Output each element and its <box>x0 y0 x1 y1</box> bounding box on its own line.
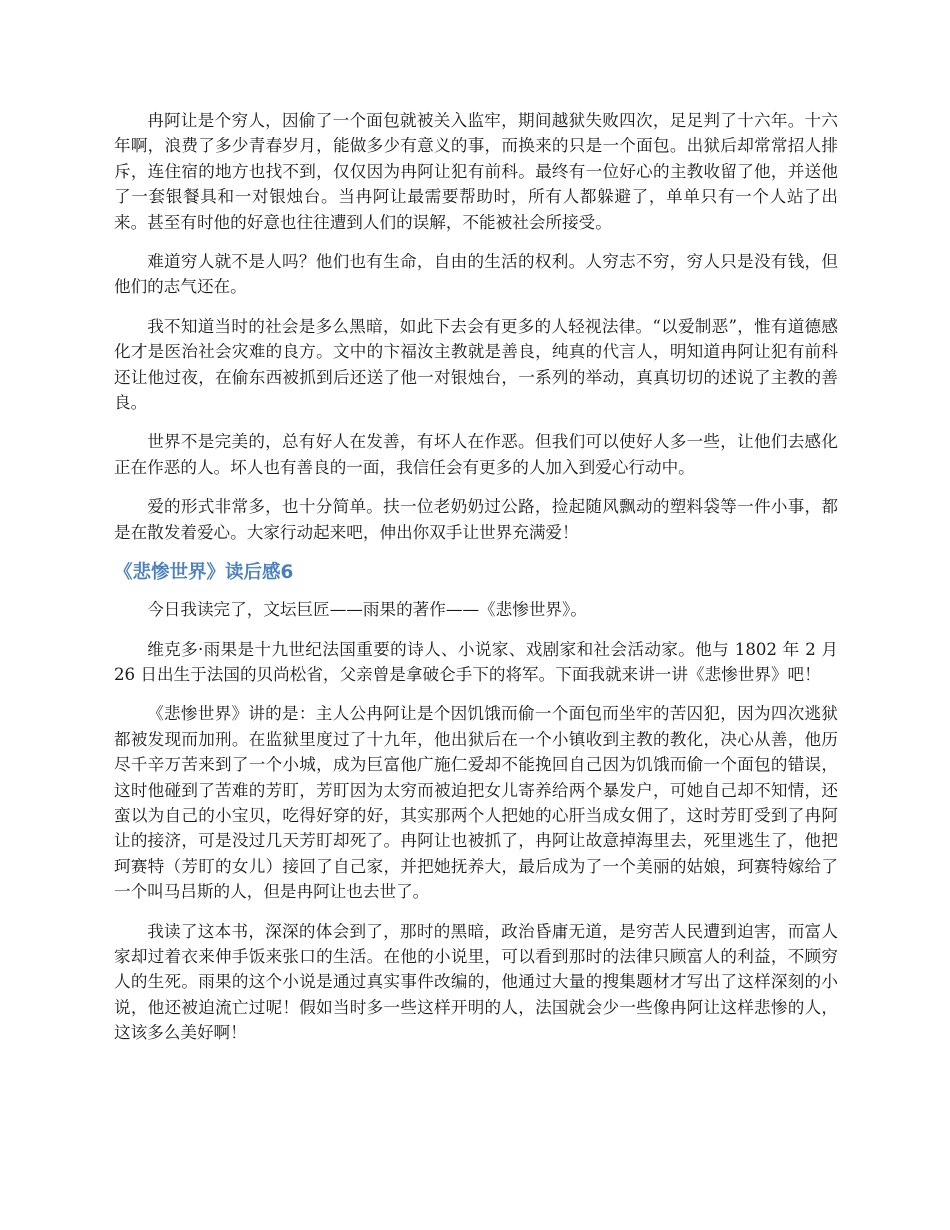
section-heading: 《悲惨世界》读后感6 <box>114 562 294 584</box>
paragraph: 我不知道当时的社会是多么黑暗，如此下去会有更多的人轻视法律。“以爱制恶”，惟有道德感化才是医治社会灾难的良方。文中的卞福汝主教就是善良，纯真的代言人，明知道冉阿让犯有前科还让他过夜，在偷东西被抓到后还送了他一对银烛台，一系列的举动，真真切切的述说了主教的善良。 <box>114 316 838 413</box>
paragraph: 世界不是完美的，总有好人在发善，有坏人在作恶。但我们可以使好人多一些，让他们去感化正在作恶的人。坏人也有善良的一面，我信任会有更多的人加入到爱心行动中。 <box>114 432 838 477</box>
paragraph: 我读了这本书，深深的体会到了，那时的黑暗，政治昏庸无道，是穷苦人民遭到迫害，而富人家却过着衣来伸手饭来张口的生活。在他的小说里，可以看到那时的法律只顾富人的利益，不顾穷人的生死。雨果的这个小说是通过真实事件改编的，他通过大量的搜集题材才写出了这样深刻的小说，他还被迫流亡过呢！假如当时多一些这样开明的人，法国就会少一些像冉阿让这样悲惨的人，这该多么美好啊！ <box>114 921 838 1043</box>
paragraph: 今日我读完了，文坛巨匠——雨果的著作——《悲惨世界》。 <box>147 600 587 620</box>
essay-section-1 <box>114 108 838 545</box>
essay-section-2 <box>114 559 838 1046</box>
paragraph: 难道穷人就不是人吗？他们也有生命，自由的生活的权利。人穷志不穷，穷人只是没有钱，但他们的志气还在。 <box>114 252 838 297</box>
paragraph: 冉阿让是个穷人，因偷了一个面包就被关入监牢，期间越狱失败四次，足足判了十六年。十六年啊，浪费了多少青春岁月，能做多少有意义的事，而换来的只是一个面包。出狱后却常常招人排斥，连住宿的地方也找不到，仅仅因为冉阿让犯有前科。最终有一位好心的主教收留了他，并送他了一套银餐具和一对银烛台。当冉阿让最需要帮助时，所有人都躲避了，单单只有一个人站了出来。甚至有时他的好意也往往遭到人们的误解，不能被社会所接受。 <box>114 111 838 232</box>
document-page <box>114 108 838 1060</box>
paragraph: 维克多·雨果是十九世纪法国重要的诗人、小说家、戏剧家和社会活动家。他与 1802 年 2 月 26 日出生于法国的贝尚松省，父亲曾是拿破仑手下的将军。下面我就来讲一讲《悲惨世界》吧！ <box>114 639 838 684</box>
paragraph: 爱的形式非常多，也十分简单。扶一位老奶奶过公路，捡起随风飘动的塑料袋等一件小事，都是在散发着爱心。大家行动起来吧，伸出你双手让世界充满爱！ <box>114 497 838 542</box>
paragraph: 《悲惨世界》讲的是：主人公冉阿让是个因饥饿而偷一个面包而坐牢的苦囚犯，因为四次逃狱都被发现而加刑。在监狱里度过了十九年，他出狱后在一个小镇收到主教的教化，决心从善，他历尽千辛万苦来到了一个小城，成为巨富他广施仁爱却不能挽回自己因为饥饿而偷一个面包的错误，这时他碰到了苦难的芳盯，芳盯因为太穷而被迫把女儿寄养给两个暴发户，可她自己却不知情，还蛮以为自己的小宝贝，吃得好穿的好，其实那两个人把她的心肝当成女佣了，这时芳盯受到了冉阿让的接济，可是没过几天芳盯却死了。冉阿让也被抓了，冉阿让故意掉海里去，死里逃生了，他把珂赛特（芳盯的女儿）接回了自己家，并把她抚养大，最后成为了一个美丽的姑娘，珂赛特嫁给了一个叫马吕斯的人，但是冉阿让也去世了。 <box>114 704 838 902</box>
